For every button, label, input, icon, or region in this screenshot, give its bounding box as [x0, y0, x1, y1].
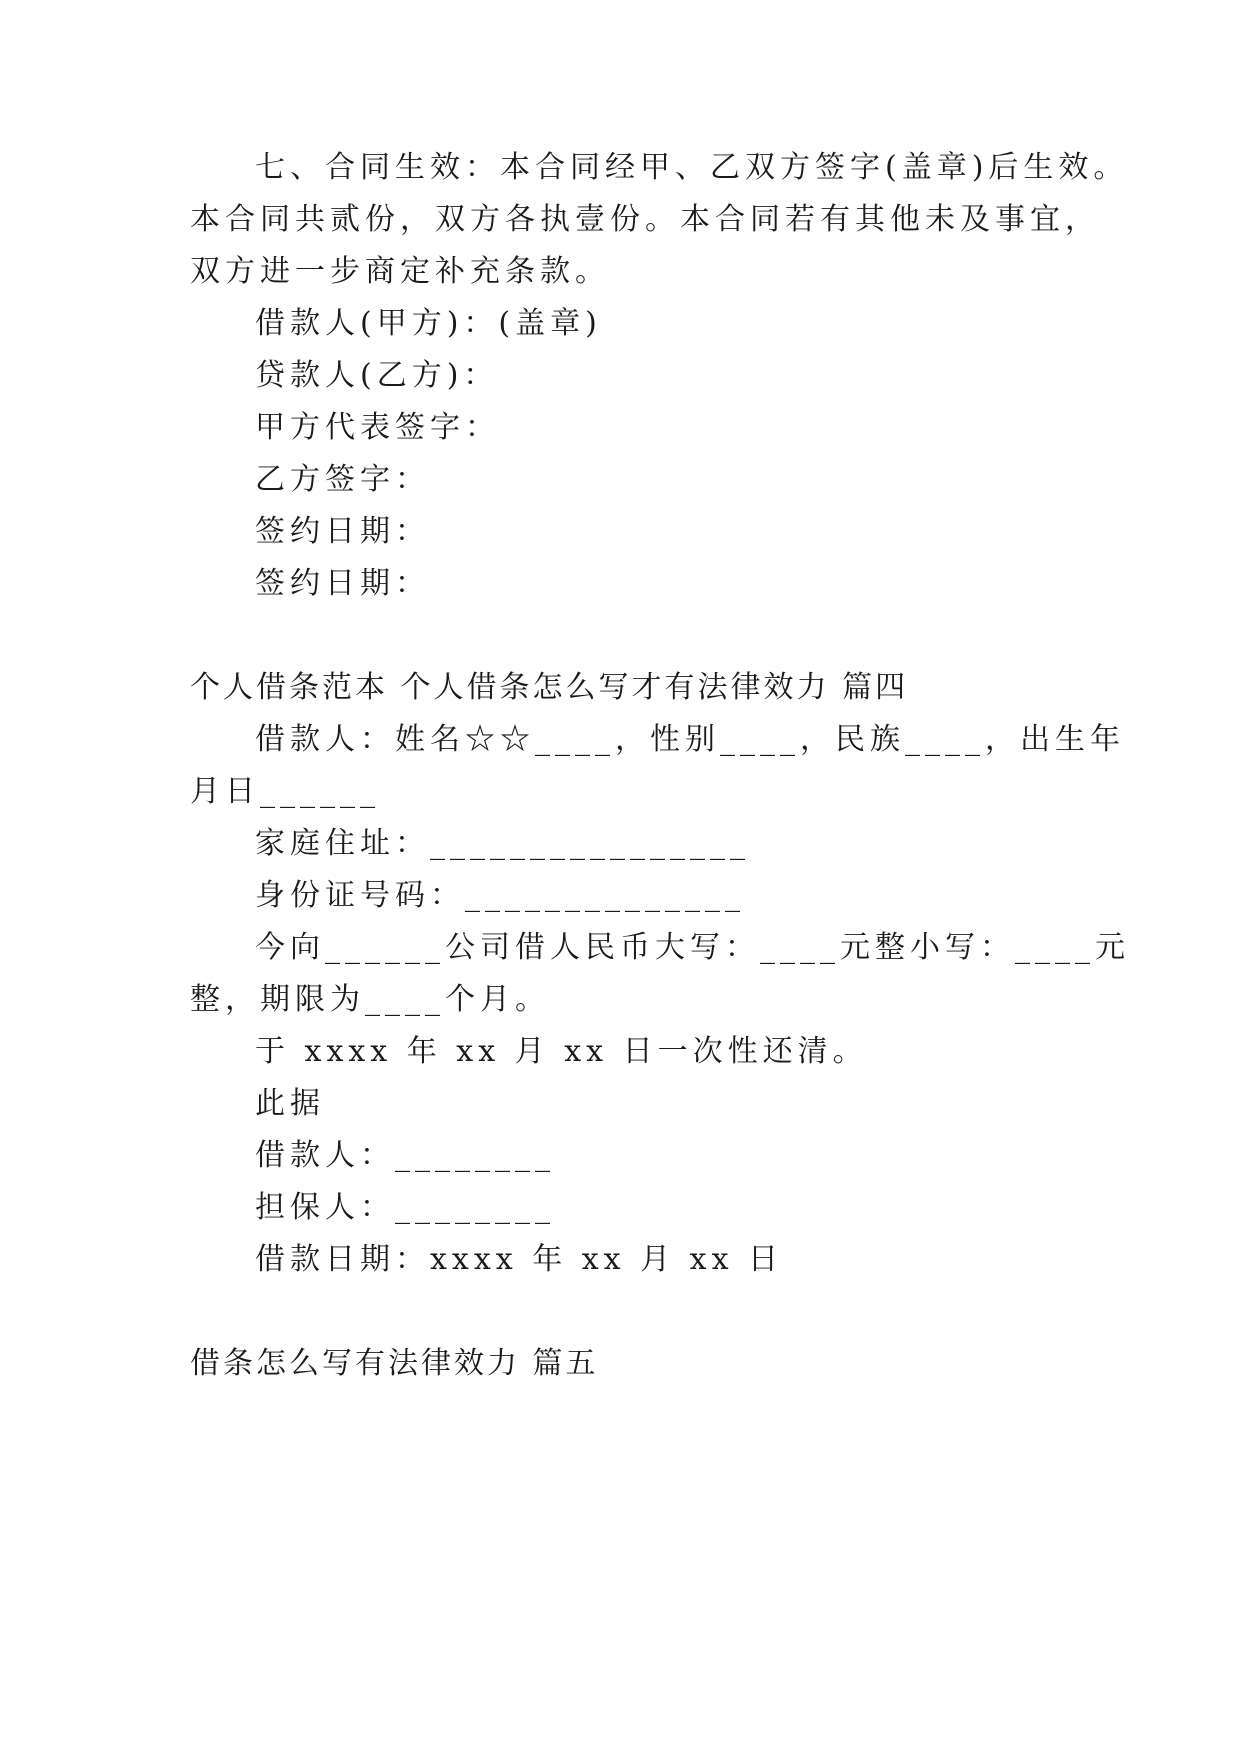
guarantor-signature-line: 担保人：________ [255, 1190, 555, 1225]
borrower-signature-line: 借款人：________ [255, 1138, 555, 1173]
borrower-info-line-1: 借款人：姓名☆☆____，性别____，民族____，出生年 [255, 722, 1125, 757]
section-five-title: 借条怎么写有法律效力 篇五 [190, 1346, 599, 1381]
home-address-line: 家庭住址：________________ [255, 826, 750, 861]
loan-amount-line-1: 今向______公司借人民币大写：____元整小写：____元 [255, 930, 1130, 965]
loan-date-line: 借款日期：xxxx 年 xx 月 xx 日 [255, 1242, 784, 1277]
evidence-line: 此据 [255, 1086, 325, 1121]
section-four-title: 个人借条范本 个人借条怎么写才有法律效力 篇四 [190, 670, 909, 705]
borrower-party-a-line: 借款人(甲方)：(盖章) [255, 306, 602, 341]
section-seven-line-1: 七、合同生效：本合同经甲、乙双方签字(盖章)后生效。 [255, 150, 1129, 185]
party-a-rep-sign-line: 甲方代表签字： [255, 410, 500, 445]
repayment-line: 于 xxxx 年 xx 月 xx 日一次性还清。 [255, 1034, 868, 1069]
id-number-line: 身份证号码：______________ [255, 878, 745, 913]
section-seven-line-2: 本合同共贰份，双方各执壹份。本合同若有其他未及事宜， [190, 202, 1100, 237]
borrower-info-line-2: 月日______ [190, 774, 380, 809]
sign-date-line-1: 签约日期： [255, 514, 430, 549]
sign-date-line-2: 签约日期： [255, 566, 430, 601]
lender-party-b-line: 贷款人(乙方)： [255, 358, 499, 393]
loan-amount-line-2: 整，期限为____个月。 [190, 982, 550, 1017]
party-b-sign-line: 乙方签字： [255, 462, 430, 497]
section-seven-line-3: 双方进一步商定补充条款。 [190, 254, 610, 289]
